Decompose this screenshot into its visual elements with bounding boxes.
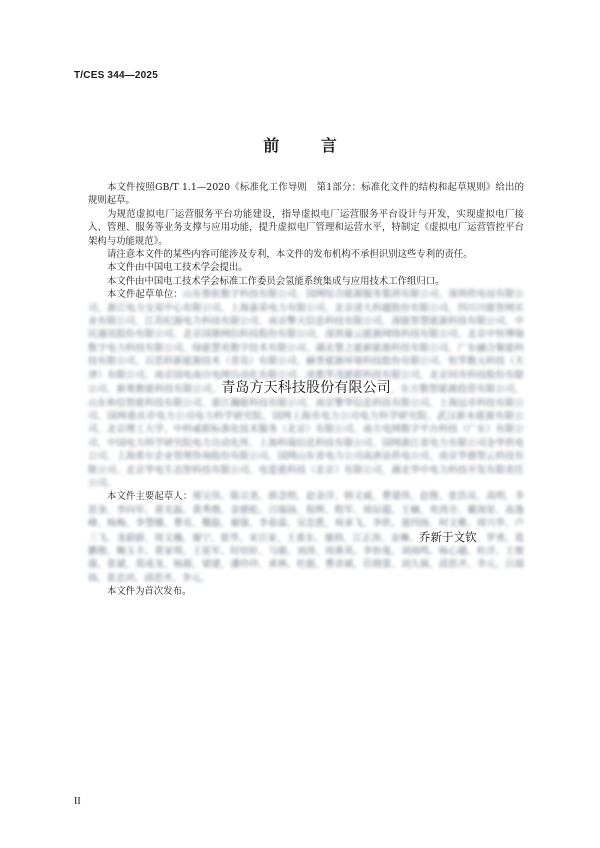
paragraph-first-release: 本文件为首次发布。 <box>107 586 192 598</box>
highlighted-person: 乔新于文钦 <box>418 529 477 544</box>
drafting-units-label: 本文件起草单位： <box>107 289 183 301</box>
drafting-units-list-blurred-rest: 、东方数智能源投资有限公司、山东和信智能科技有限公司、浙江瀚能科技有限公司、南京擎华信息科技有限公司、上海远卓科技有限公司、国网重庆市电力公司电力科学研究院、国网上海市电力公司电力科学研究院、武汉新未能源有限公司、北京理工大学、中科威联标准化技术服务（北京）有限公司、南方电网数字平台科技（广东）有限公司、中国电力科学研究院电力自动化所、上海科瑞信息科技有限公司、国网浙江省电力有限公司金华供电公司、上海希尔企业管理咨询股份有限公司、国网山东省电力公司高唐县供电公司、南京华德智云科技有限公司、北京华电生态智科技有限公司、电爱惠科技（北京）有限公司、湖北华中电力科技开发有限责任公司。 <box>88 384 524 489</box>
paragraph-drafters <box>88 490 524 585</box>
drafters-list-blurred: 邢宝伟、陈宗尧、薛念明、赵金洋、韩文威、曹建伟、赵俊、张浩亮、高明、李思奎、李向军、黄光磊、黄秀俊、金德松、吕瑞扬、倪辉、程军、周辰超、王楠、奕鸿全、戴现星、高逸峰、杨梅、李慧娜、曹亮、魏磊、谢强、李春霖、吴忠胜、周承飞、李欣、聂四扬、何文雅、周兴华、卢三飞、龙蔚蔚、周文瀚、谢宁、崔华、宋百家、王重东、谢润、江正涛、金琳、 <box>88 491 524 544</box>
highlighted-company: 青岛方天科技股份有限公司 <box>221 380 391 397</box>
paragraph-purpose: 为规范虚拟电厂运营服务平台功能建设，指导虚拟电厂运营服务平台设计与开发，实现虚拟电厂接入、管理、服务等业务支撑与应用功能，提升虚拟电厂管理和运营水平，特制定《虚拟电厂运营管控平台架构与功能规范》。 <box>88 208 524 247</box>
paragraph-proposer: 本文件由中国电工技术学会提出。 <box>107 262 248 274</box>
paragraph-drafting-rules: 本文件按照GB/T 1.1—2020《标准化工作导则 第1部分：标准化文件的结构和起草规则》给出的规则起草。 <box>88 182 524 207</box>
document-body <box>88 181 524 599</box>
paragraph-committee: 本文件由中国电工技术学会标准工作委员会氢能系统集成与应用技术工作组归口。 <box>107 275 445 287</box>
page-title: 前 言 <box>263 136 355 155</box>
drafters-label: 本文件主要起草人： <box>107 491 193 503</box>
page-number: II <box>74 796 81 807</box>
drafters-list-blurred-rest: 、罗勇、葛鹏俊、鲍玉丰、黄家琪、王延军、时培轩、马骏、刘涛、周燕英、李怡曼、刘雨鸣、杨心越、杜洋、王俊强、张斌、郑成龙、杨源、梁建、潘玲玲、承林、杜挺、曹彦斌、任晓蕾、刘久展、邱思齐、李元、吕瑞扬、张忠河、邱思齐、李元。 <box>88 532 524 584</box>
drafting-units-list-blurred: 山东鲁软数字科技有限公司、国网综合能源服务集团有限公司、深圳供电局有限公司、浙江电力交易中心有限公司、上海嘉荣电力有限公司、北京清大科越股份有限公司、四川川能智网实业有限公司、江苏纪源电力科技有限公司、南京擎天信息科技有限公司、深能智慧能源科技有限公司、中民通讯股份有限公司、北京国鼎网信科技股份有限公司、深圳量云能源网络科技有限公司、北京中恒博瑞数字电力科技有限公司、绿能慧充数字技术有限公司、湖北楚之能新能源科技有限公司、广东融合聚能科技有限公司、百思科新能源技术（青岛）有限公司、赫普能源环境科技股份有限公司、恒华数元科技（天津）有限公司、南京国电南自电网自动化有限公司、成都华茂能联科技有限公司、北京同舟科技股份有限公司、新奥数能科技有限公司、 <box>88 289 524 396</box>
paragraph-patent-notice: 请注意本文件的某些内容可能涉及专利，本文件的发布机构不承担识别这些专利的责任。 <box>107 249 473 261</box>
standard-code: T/CES 344—2025 <box>74 70 158 81</box>
paragraph-drafting-units <box>88 288 524 490</box>
